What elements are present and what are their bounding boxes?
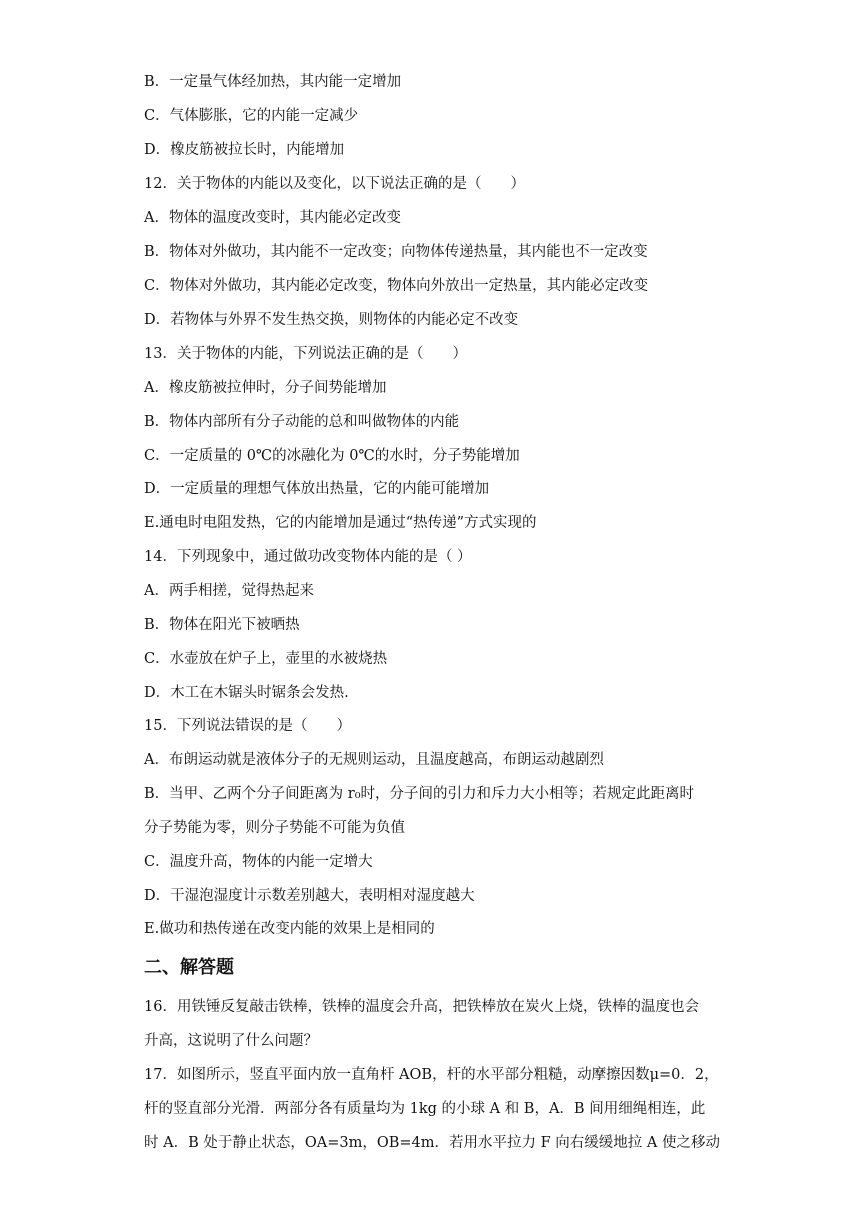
question-line-continued: 升高，这说明了什么问题？ (144, 1033, 318, 1049)
option-line: D．橡皮筋被拉长时，内能增加 (144, 142, 345, 158)
question-line: 12．关于物体的内能以及变化，以下说法正确的是（ ） (144, 176, 525, 192)
option-line: C．一定质量的 0℃的冰融化为 0℃的水时，分子势能增加 (144, 448, 520, 464)
option-line: C．气体膨胀，它的内能一定减少 (144, 108, 359, 124)
question-line: 17．如图所示，竖直平面内放一直角杆 AOB，杆的水平部分粗糙，动摩擦因数μ=0．2， (144, 1067, 719, 1083)
option-line: D．干湿泡湿度计示数差别越大，表明相对湿度越大 (144, 888, 475, 904)
option-line: E.做功和热传递在改变内能的效果上是相同的 (144, 921, 435, 937)
question-line: 14．下列现象中，通过做功改变物体内能的是（ ） (144, 549, 472, 565)
option-line: A．布朗运动就是液体分子的无规则运动，且温度越高，布朗运动越剧烈 (144, 752, 604, 768)
option-line: E.通电时电阻发热，它的内能增加是通过“热传递”方式实现的 (144, 515, 537, 531)
option-line: C．水壶放在炉子上，壶里的水被烧热 (144, 651, 388, 667)
option-line: A．物体的温度改变时，其内能必定改变 (144, 210, 401, 226)
question-line: 13．关于物体的内能，下列说法正确的是（ ） (144, 346, 467, 362)
option-line: D．木工在木锯头时锯条会发热. (144, 685, 349, 701)
option-line: B．物体在阳光下被晒热 (144, 617, 300, 633)
option-line: D．一定质量的理想气体放出热量，它的内能可能增加 (144, 481, 490, 497)
question-line: 16．用铁锤反复敲击铁棒，铁棒的温度会升高，把铁棒放在炭火上烧，铁棒的温度也会 (144, 999, 699, 1015)
question-line-continued: 时 A．B 处于静止状态，OA=3m，OB=4m．若用水平拉力 F 向右缓缓地拉 A 使之移动 (144, 1135, 720, 1151)
section-heading: 二、解答题 (144, 957, 234, 978)
question-line: 15．下列说法错误的是（ ） (144, 718, 351, 734)
option-line: A．橡皮筋被拉伸时，分子间势能增加 (144, 380, 387, 396)
option-line: A．两手相搓，觉得热起来 (144, 583, 314, 599)
option-line: B．物体对外做功，其内能不一定改变；向物体传递热量，其内能也不一定改变 (144, 244, 648, 260)
question-line-continued: 杆的竖直部分光滑．两部分各有质量均为 1kg 的小球 A 和 B，A．B 间用细绳相连，此 (144, 1101, 706, 1117)
option-line-continued: 分子势能为零，则分子势能不可能为负值 (144, 820, 405, 836)
option-line: C．物体对外做功，其内能必定改变，物体向外放出一定热量，其内能必定改变 (144, 278, 649, 294)
option-line: B．当甲、乙两个分子间距离为 r₀时，分子间的引力和斥力大小相等；若规定此距离时 (144, 786, 695, 802)
option-line: C．温度升高，物体的内能一定增大 (144, 854, 373, 870)
option-line: D．若物体与外界不发生热交换，则物体的内能必定不改变 (144, 312, 519, 328)
option-line: B．物体内部所有分子动能的总和叫做物体的内能 (144, 414, 460, 430)
option-line: B．一定量气体经加热，其内能一定增加 (144, 74, 402, 90)
